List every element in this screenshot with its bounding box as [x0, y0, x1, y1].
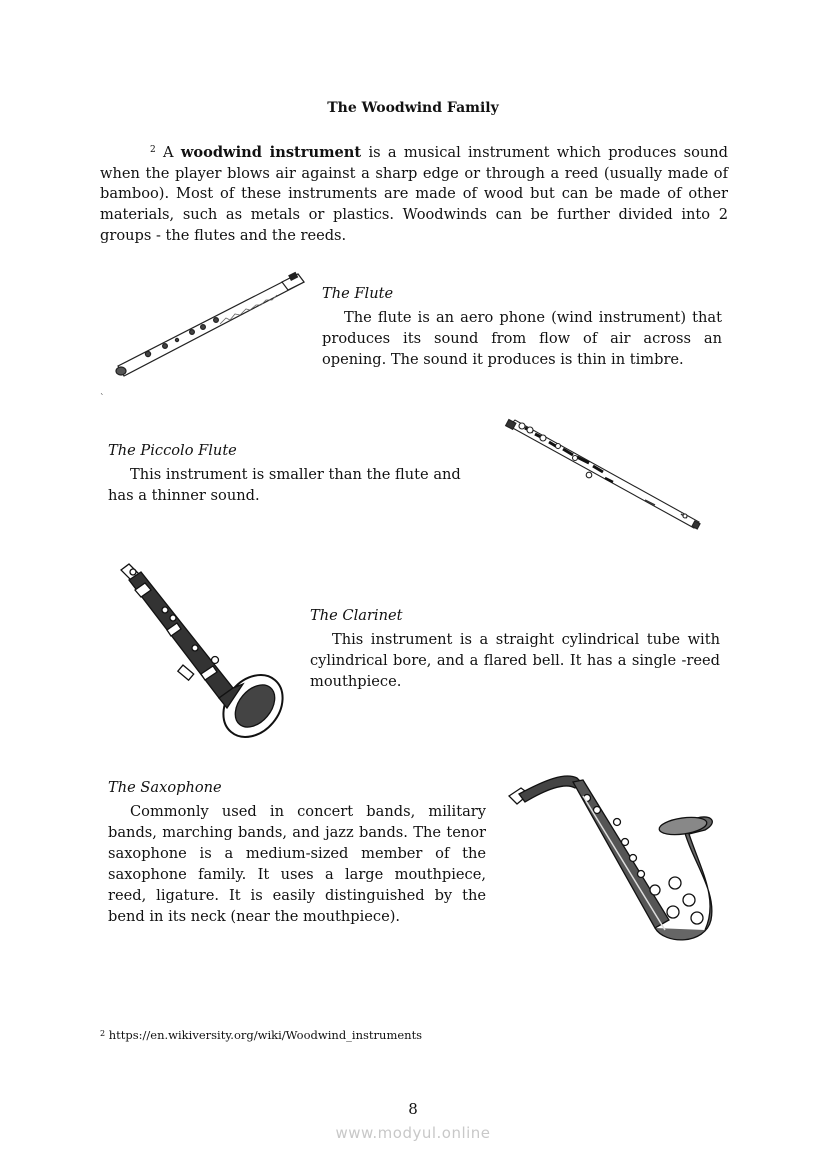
clarinet-icon	[121, 564, 295, 749]
section-text: This instrument is smaller than the flute and has a thinner sound.	[108, 466, 461, 504]
section-clarinet	[310, 607, 720, 692]
page-number: 8	[408, 1100, 418, 1118]
saxophone-illustration	[505, 770, 720, 945]
section-piccolo	[108, 442, 478, 506]
section-flute	[322, 285, 722, 370]
piccolo-illustration	[505, 418, 705, 533]
intro-paragraph	[100, 140, 728, 247]
intro-bold-term: woodwind instrument	[180, 144, 362, 161]
flute-illustration	[110, 268, 310, 383]
section-text: Commonly used in concert bands, military bands, marching bands, and jazz bands. The tenor saxophone is a medium-sized member of the saxophone family. It uses a large mouthpiece, reed, ligature. It is easily distinguished by the bend in its neck (near the mouthpiece).	[108, 803, 486, 925]
intro-text: is a musical instrument which produces sound when the player blows air against a sharp edge or through a reed (usually made of bamboo). Most of these instruments are made of wood but can be made of other materials, such as metals or plastics. Woodwinds can be further divided into 2 groups - the flutes and the reeds.	[100, 144, 729, 244]
page-title: The Woodwind Family	[327, 100, 499, 116]
section-heading: The Saxophone	[108, 779, 222, 796]
section-heading: The Clarinet	[310, 607, 403, 624]
section-heading: The Piccolo Flute	[108, 442, 237, 459]
flute-icon	[116, 273, 304, 376]
footnote-link[interactable]: https://en.wikiversity.org/wiki/Woodwind_instruments	[108, 1028, 423, 1042]
footnote	[100, 1028, 422, 1042]
footnote-marker: 2	[100, 1029, 106, 1038]
intro-lead: A	[163, 144, 174, 161]
footnote-marker[interactable]: 2	[150, 145, 156, 155]
section-text: The flute is an aero phone (wind instrument) that produces its sound from flow of air across an opening. The sound it produces is thin in timbre.	[322, 309, 722, 368]
stray-mark: `	[100, 394, 105, 404]
section-saxophone	[108, 779, 486, 927]
clarinet-illustration	[115, 560, 295, 740]
section-text: This instrument is a straight cylindrical tube with cylindrical bore, and a flared bell. It has a single -reed mouthpiece.	[310, 631, 720, 690]
section-heading: The Flute	[322, 285, 394, 302]
watermark: www.modyul.online	[335, 1124, 491, 1142]
piccolo-icon	[506, 419, 700, 529]
saxophone-icon	[509, 776, 712, 940]
